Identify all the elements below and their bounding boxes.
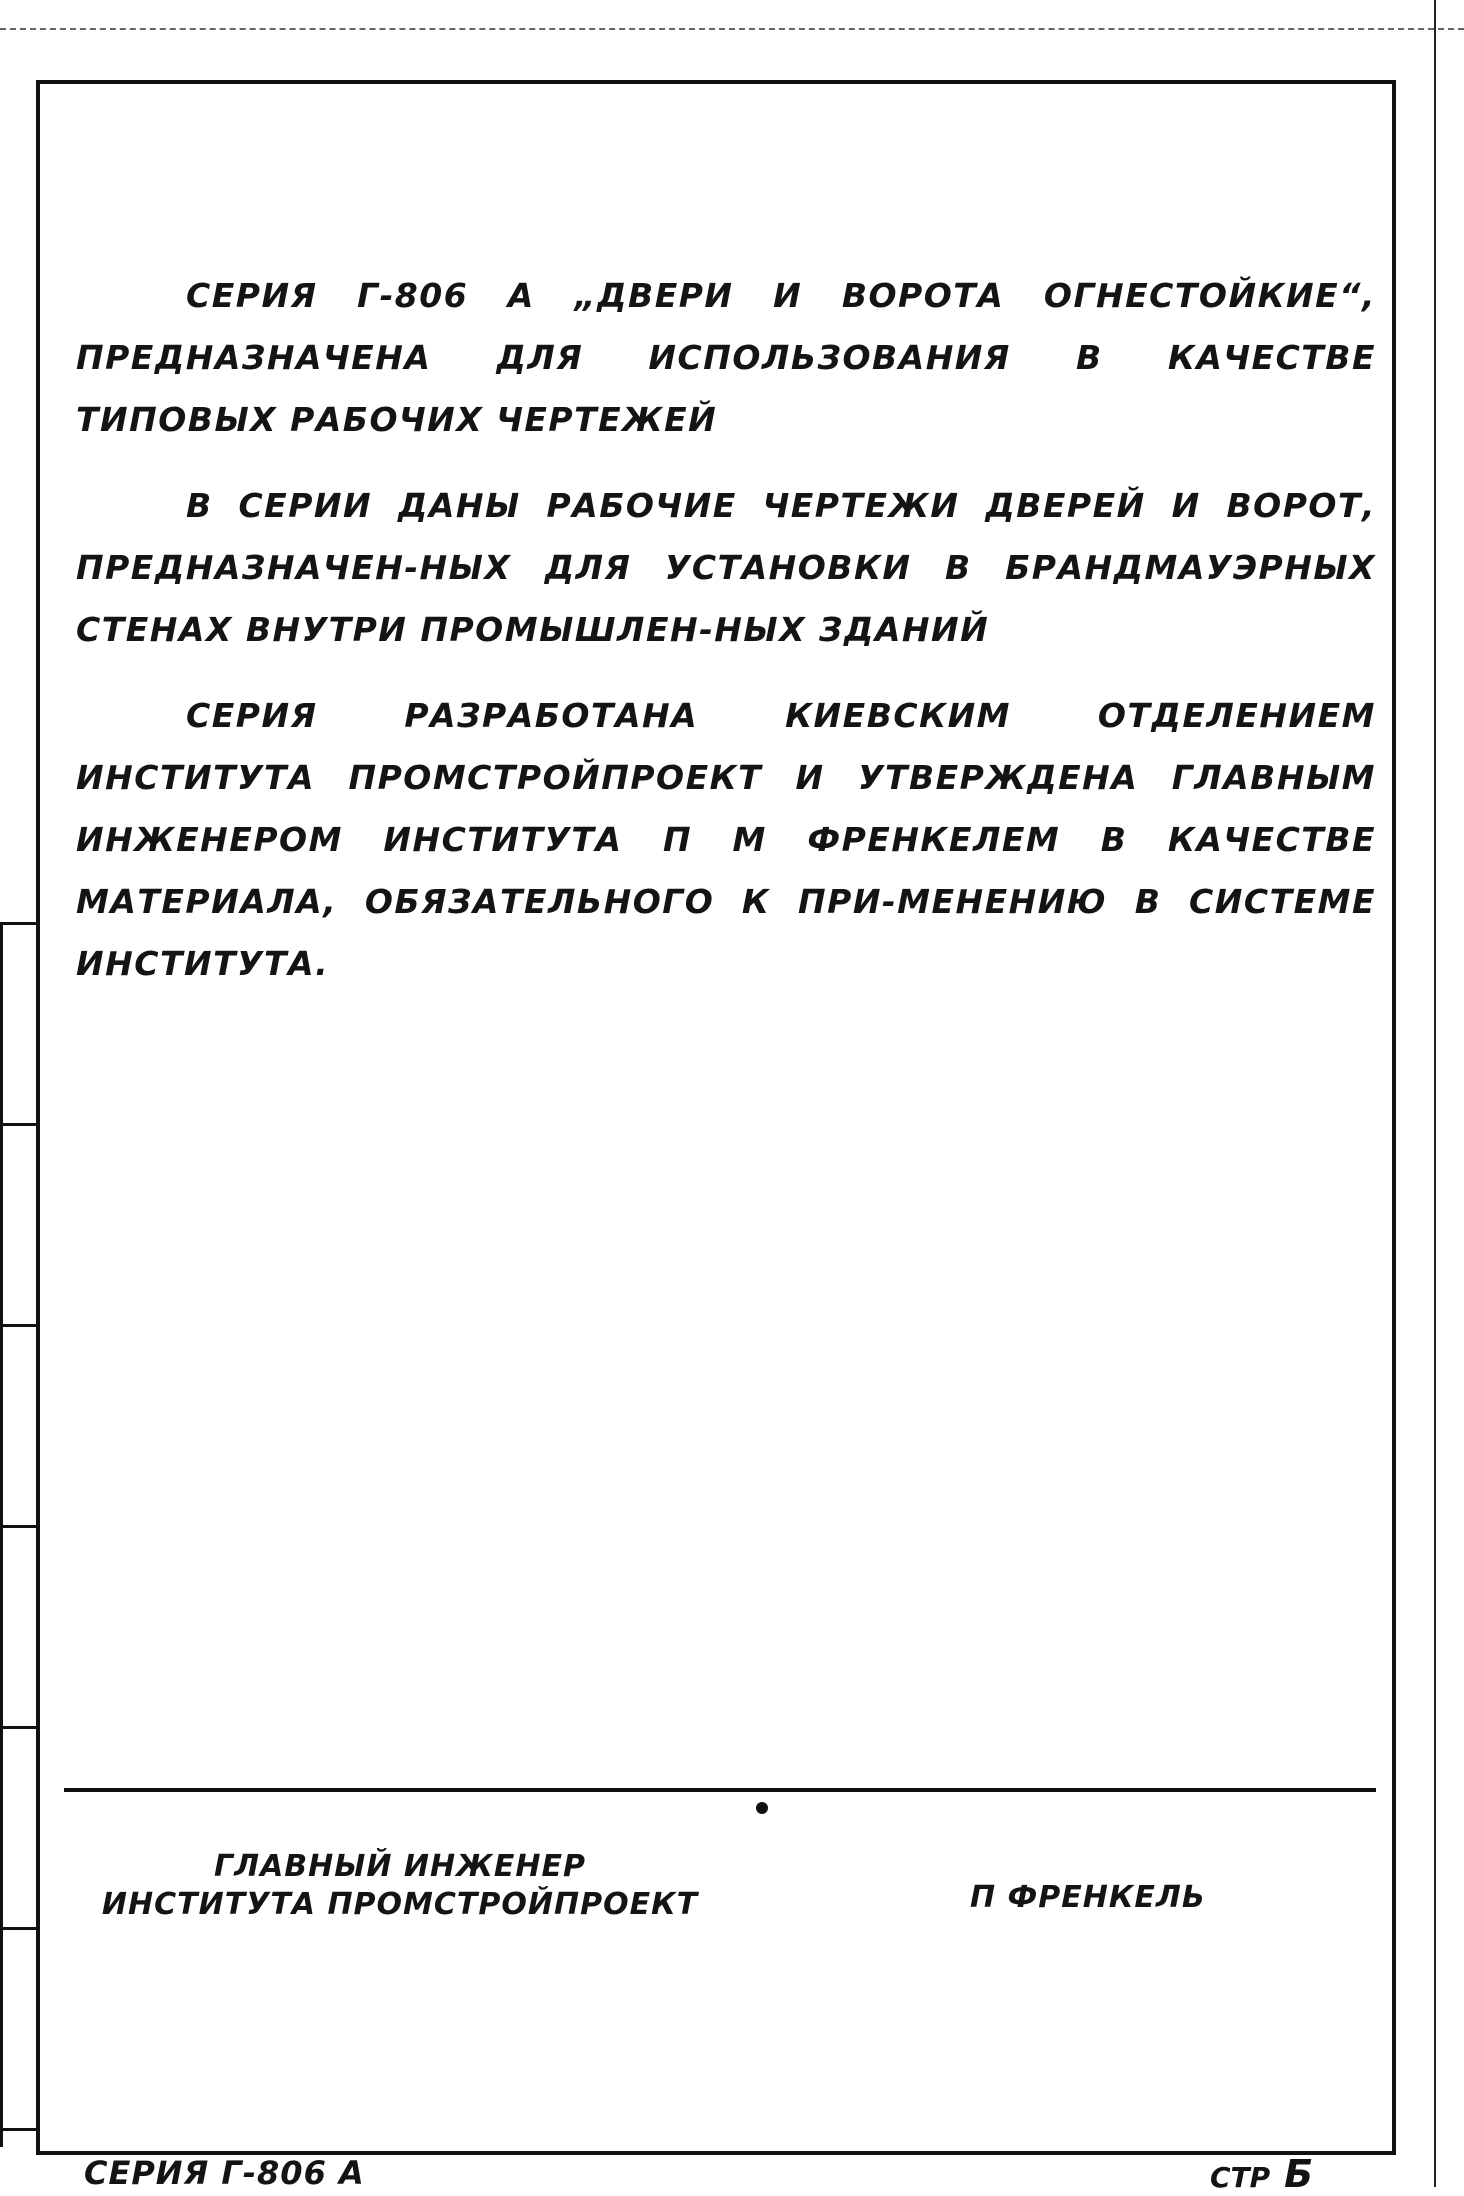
stamp-cell [3,925,36,1126]
explanatory-note [76,265,1376,1019]
page-number: Б [1284,2152,1314,2196]
left-stamp-strip [0,922,36,2147]
page-label: СТР [1210,2161,1271,2194]
signer-name: П ФРЕНКЕЛЬ [970,1880,1206,1915]
stamp-cell [3,1729,36,1930]
top-cut-line [0,28,1464,30]
paragraph-approval: СЕРИЯ РАЗРАБОТАНА КИЕВСКИМ ОТДЕЛЕНИЕМ ИНСТИТУТА ПРОМСТРОЙПРОЕКТ И УТВЕРЖДЕНА ГЛАВНЫМ ИНЖЕНЕРОМ ИНСТИТУТА П М ФРЕНКЕЛЕМ В КАЧЕСТВЕ МАТЕРИАЛА, ОБЯЗАТЕЛЬНОГО К ПРИ-МЕНЕНИЮ В СИСТЕМЕ ИНСТИТУТА. [76,696,1376,983]
signature-divider [64,1788,1376,1792]
stamp-cell [3,1126,36,1327]
paragraph-purpose: СЕРИЯ Г-806 А „ДВЕРИ И ВОРОТА ОГНЕСТОЙКИЕ“, ПРЕДНАЗНАЧЕНА ДЛЯ ИСПОЛЬЗОВАНИЯ В КАЧЕСТВЕ ТИПОВЫХ РАБОЧИХ ЧЕРТЕЖЕЙ [76,276,1376,439]
footer-series: СЕРИЯ Г-806 А [84,2154,365,2192]
signer-title-line1: ГЛАВНЫЙ ИНЖЕНЕР [214,1849,586,1884]
paragraph-contents: В СЕРИИ ДАНЫ РАБОЧИЕ ЧЕРТЕЖИ ДВЕРЕЙ И ВОРОТ, ПРЕДНАЗНАЧЕН-НЫХ ДЛЯ УСТАНОВКИ В БРАНДМАУЭРНЫХ СТЕНАХ ВНУТРИ ПРОМЫШЛЕН-НЫХ ЗДАНИЙ [76,486,1376,649]
stamp-cell [3,1930,36,2131]
stamp-cell [3,1528,36,1729]
ink-dot [756,1802,768,1814]
footer-page [1210,2152,1313,2196]
stamp-cell [3,1327,36,1528]
right-cut-line [1434,0,1436,2187]
signer-title [90,1848,710,1924]
signer-title-line2: ИНСТИТУТА ПРОМСТРОЙПРОЕКТ [101,1887,699,1922]
